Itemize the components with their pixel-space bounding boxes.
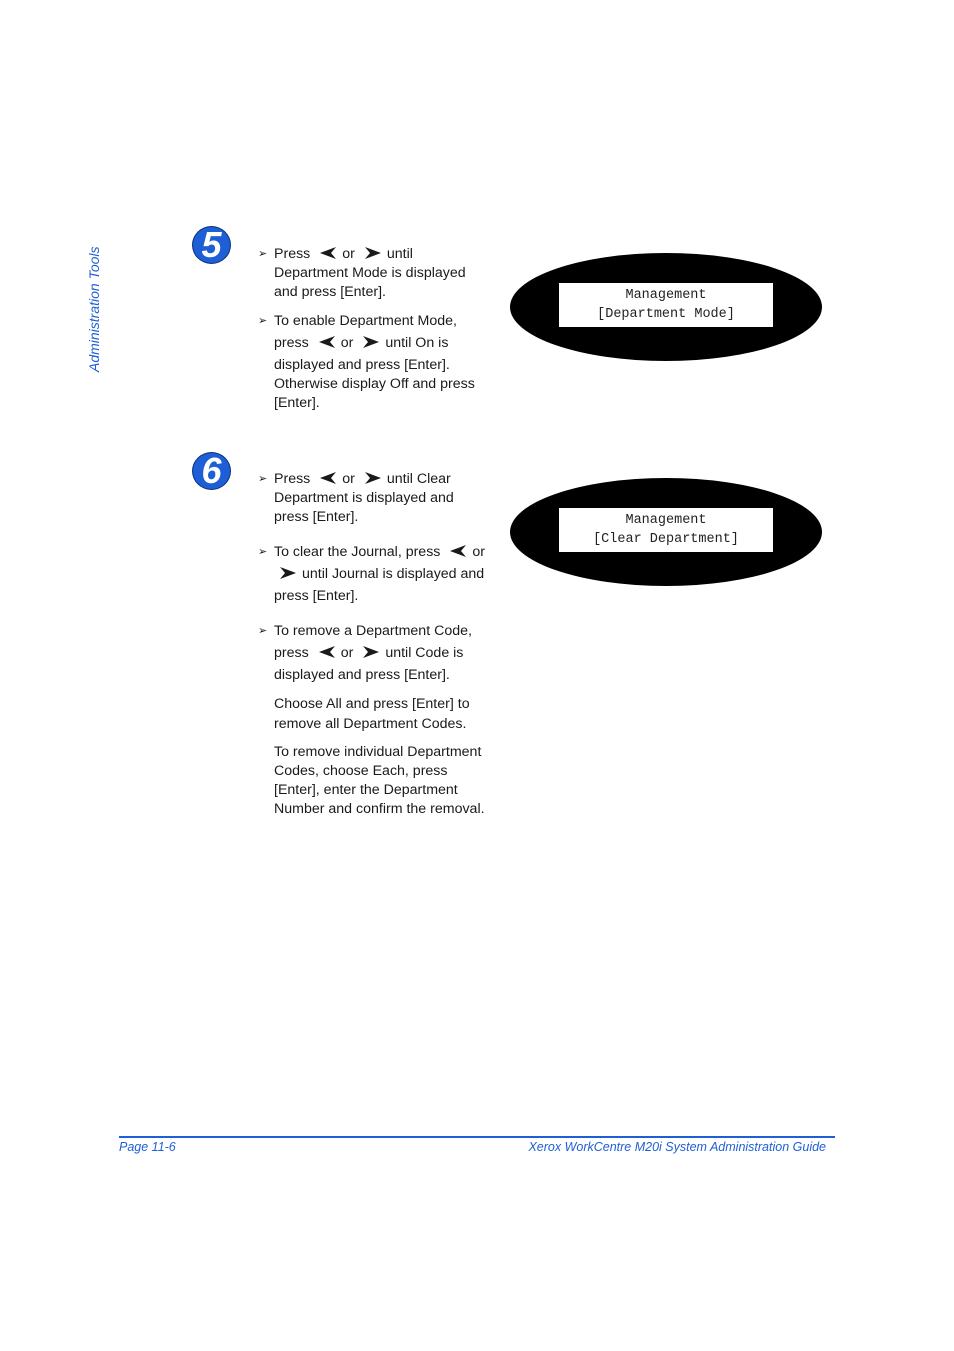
- step-5-badge: 5: [192, 226, 231, 264]
- text: until On is: [385, 334, 449, 351]
- step-5-instructions: [258, 245, 498, 422]
- text: [Enter].: [274, 395, 320, 412]
- lcd-line-2: [Clear Department]: [593, 532, 739, 547]
- text: press [Enter].: [274, 587, 359, 604]
- step-5-lcd-display: [510, 253, 822, 361]
- text: or: [340, 334, 354, 351]
- text: [Enter], enter the Department: [274, 782, 458, 799]
- text: and press [Enter].: [274, 284, 386, 301]
- text: or: [472, 543, 486, 560]
- text: Otherwise display Off and press: [274, 376, 475, 393]
- text: Press: [274, 246, 311, 262]
- text: until Code is: [385, 645, 464, 662]
- text: remove all Department Codes.: [274, 715, 467, 732]
- text: To clear the Journal, press: [274, 543, 441, 560]
- step-6-bullet-2: [258, 543, 498, 606]
- right-arrow-icon: [365, 472, 381, 484]
- bullet-arrow-icon: ➢: [258, 314, 268, 327]
- footer-rule: [119, 1136, 835, 1138]
- step-5-bullet-1: [258, 245, 498, 303]
- lcd-line-1: Management: [625, 288, 707, 303]
- text: Codes, choose Each, press: [274, 763, 448, 780]
- text: Press: [274, 471, 311, 487]
- left-arrow-icon: [319, 336, 335, 348]
- text: press [Enter].: [274, 509, 359, 526]
- text: Number and confirm the removal.: [274, 801, 485, 818]
- right-arrow-icon: [365, 247, 381, 259]
- text: Department is displayed and: [274, 490, 454, 507]
- left-arrow-icon: [320, 247, 336, 259]
- text: until: [386, 246, 413, 262]
- lcd-line-1: Management: [625, 513, 707, 528]
- bullet-arrow-icon: ➢: [258, 473, 268, 485]
- text: Department Mode is displayed: [274, 265, 466, 282]
- lcd-screen: [559, 283, 773, 327]
- text: To remove a Department Code,: [274, 623, 472, 640]
- text: To remove individual Department: [274, 743, 482, 760]
- text: To enable Department Mode,: [274, 312, 457, 329]
- step-6-lcd-display: [510, 478, 822, 586]
- left-arrow-icon: [320, 472, 336, 484]
- lcd-screen: [559, 508, 773, 552]
- step-6-bullet-1: [258, 470, 498, 528]
- step-6-note-1: [258, 695, 498, 733]
- footer-page-number: Page 11-6: [119, 1140, 176, 1154]
- left-arrow-icon: [450, 545, 466, 557]
- text: Choose All and press [Enter] to: [274, 696, 470, 713]
- text: until Clear: [386, 471, 451, 487]
- text: or: [342, 246, 355, 262]
- text: press: [274, 334, 309, 351]
- step-5-bullet-2: [258, 312, 498, 414]
- right-arrow-icon: [280, 567, 296, 579]
- bullet-arrow-icon: ➢: [258, 545, 268, 558]
- bullet-arrow-icon: ➢: [258, 248, 268, 260]
- bullet-arrow-icon: ➢: [258, 625, 268, 638]
- text: displayed and press [Enter].: [274, 356, 450, 373]
- step-6-badge: 6: [192, 452, 231, 490]
- text: displayed and press [Enter].: [274, 667, 450, 684]
- right-arrow-icon: [363, 336, 379, 348]
- lcd-line-2: [Department Mode]: [597, 307, 735, 322]
- step-6-note-2: [258, 743, 498, 820]
- text: until Journal is displayed and: [302, 565, 485, 582]
- footer-guide-title: Xerox WorkCentre M20i System Administration Guide: [528, 1140, 826, 1154]
- right-arrow-icon: [363, 646, 379, 658]
- side-tab-label: Administration Tools: [86, 246, 102, 372]
- left-arrow-icon: [319, 646, 335, 658]
- step-6-instructions: [258, 470, 498, 829]
- step-6-bullet-3: [258, 622, 498, 685]
- text: or: [340, 645, 354, 662]
- text: press: [274, 645, 309, 662]
- text: or: [342, 471, 355, 487]
